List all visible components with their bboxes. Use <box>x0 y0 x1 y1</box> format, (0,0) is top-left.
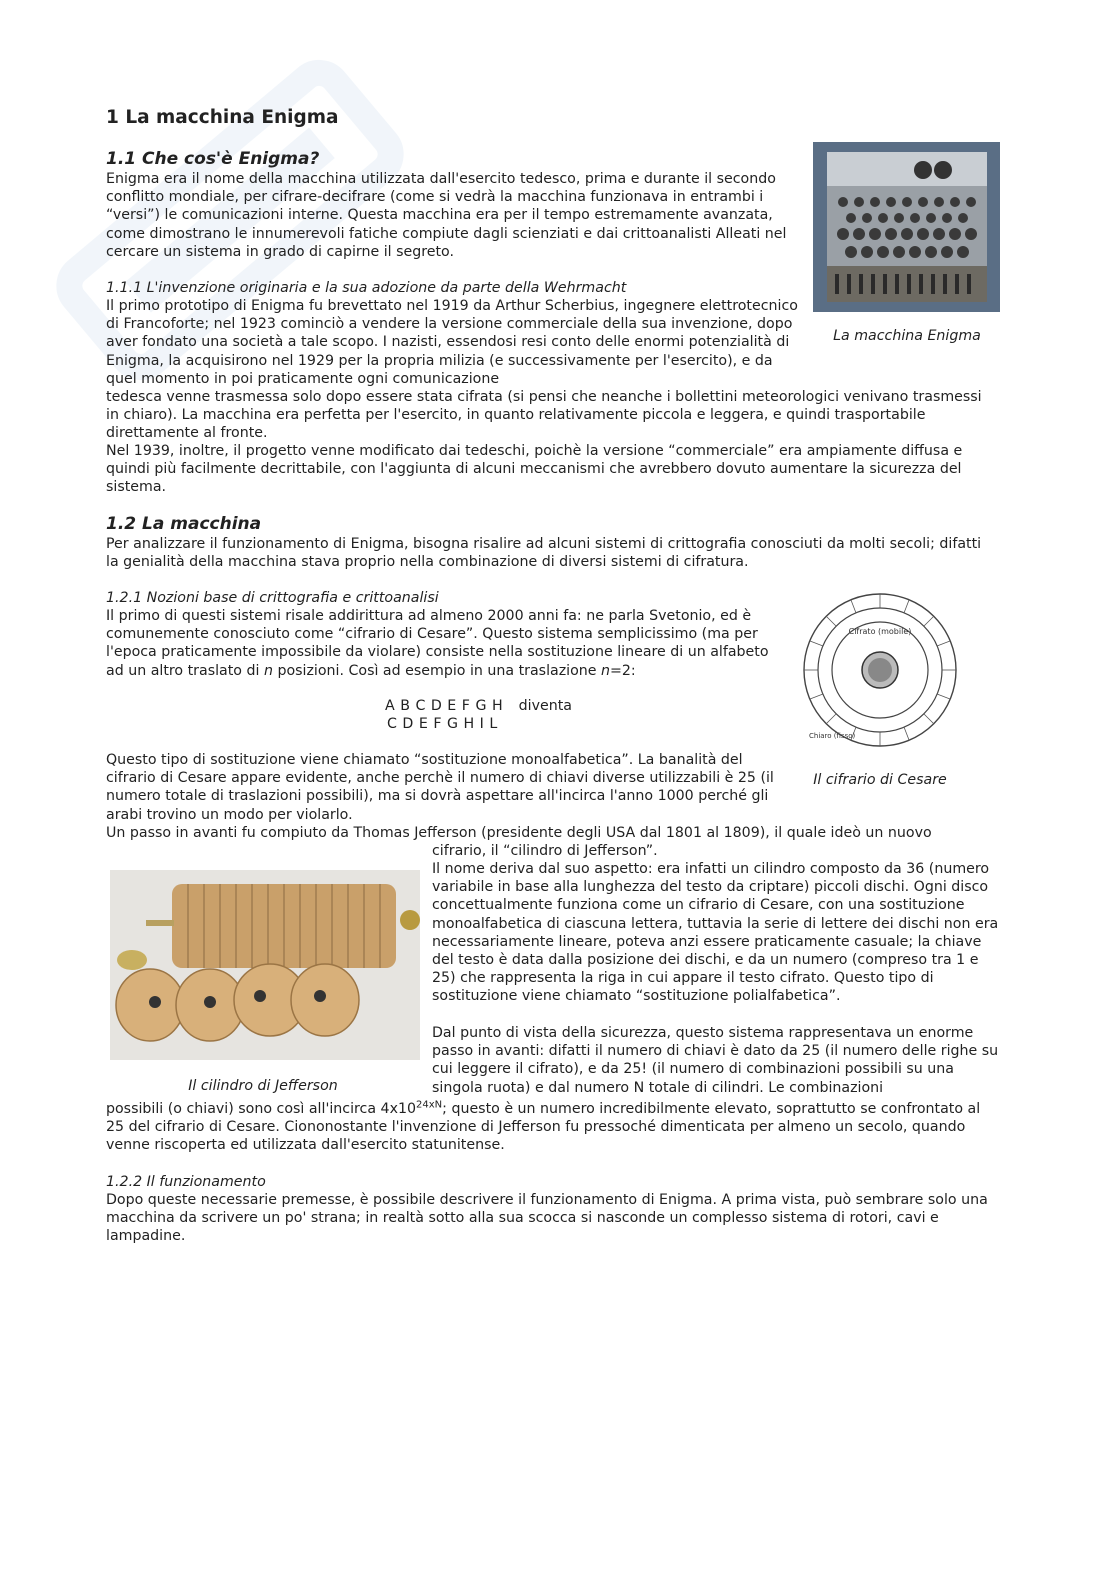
example-line-1: A B C D E F G H diventa <box>385 698 572 714</box>
page-title: 1 La macchina Enigma <box>106 107 339 128</box>
caesar-figure <box>790 590 970 789</box>
section-1-1-title: 1.1 Che cos'è Enigma? <box>106 149 320 169</box>
subsection-1-2-2-title: 1.2.2 Il funzionamento <box>106 1174 266 1190</box>
example-line-2: C D E F G H I L <box>387 716 498 732</box>
functioning-paragraph: Dopo queste necessarie premesse, è possibile descrivere il funzionamento di Enigma. A prima vista, può sembrare solo una macchina da scrivere un po' strana; in realtà sotto alla sua scocca si nasconde un complesso sistema di rotori, cavi e lampadine. <box>106 1192 988 1245</box>
wheel-inner-label: Chiaro (fisso) <box>809 732 856 740</box>
subsection-1-1-1-paragraph-c: Nel 1939, inoltre, il progetto venne modificato dai tedeschi, poichè la versione “commerciale” era ampiamente diffusa e quindi più facilmente decrittabile, con l'aggiunta di alcuni meccanismi che avrebbero dovuto aumentare la sicurezza del sistema. <box>106 443 963 496</box>
section-1-1-paragraph: Enigma era il nome della macchina utilizzata dall'esercito tedesco, prima e durante il secondo conflitto mondiale, per cifrare-decifrare (come si vedrà la macchina funzionava in entrambi i “versi”) le comunicazioni interne. Questa macchina era per il tempo estremamente avanzata, come dimostrano le innumerevoli fatiche compiute dagli scienziati e dai crittoanalisti Alleati nel cercare un sistema in grado di capirne il segreto. <box>106 171 787 260</box>
jefferson-security-paragraph: Dal punto di vista della sicurezza, questo sistema rappresentava un enorme passo in avanti: difatti il numero di chiavi è dato da 25 (il numero delle righe su cui leggere il cifrato), e da 25! (il numero di combinazioni possibili su una singola ruota) e dal numero N totale di cilindri. Le combinazioni <box>432 1025 999 1096</box>
caesar-wheel-image <box>795 590 965 750</box>
caesar-caption: Il cifrario di Cesare <box>813 772 947 789</box>
subsection-1-2-1-title: 1.2.1 Nozioni base di crittografia e crittoanalisi <box>106 590 439 606</box>
enigma-machine-image <box>813 142 1000 312</box>
subsection-1-1-1-title: 1.1.1 L'invenzione originaria e la sua adozione da parte della Wehrmacht <box>106 280 627 296</box>
jefferson-description-paragraph: Il nome deriva dal suo aspetto: era infatti un cilindro composto da 36 (numero variabile in base alla lunghezza del testo da criptare) piccoli dischi. Ogni disco concettualmente funziona come un cifrario di Cesare, con una sostituzione monoalfabetica di ciascuna lettera, tuttavia la serie di lettere dei dischi non era necessariamente lineare, poteva anzi essere praticamente casuale; la chiave del testo è data dalla posizione dei dischi, e da un numero (compreso tra 1 e 25) che rappresenta la riga in cui appare il testo cifrato. Questo tipo di sostituzione viene chiamato “sostituzione polialfabetica”. <box>432 861 999 1005</box>
enigma-figure <box>813 142 1001 345</box>
section-1-2-title: 1.2 La macchina <box>106 514 262 534</box>
caesar-paragraph: Il primo di questi sistemi risale addirittura ad almeno 2000 anni fa: ne parla Svetonio, ed è comunemente conosciuto come “cifrario di Cesare”. Questo sistema semplicissimo (ma per l'epoca praticamente impossibile da violare) consiste nella sostituzione lineare di un alfabeto ad un altro traslato di n posizioni. Così ad esempio in una traslazione n=2: <box>106 608 769 679</box>
jefferson-cylinder-image <box>110 870 420 1060</box>
monoalphabetic-paragraph: Questo tipo di sostituzione viene chiamato “sostituzione monoalfabetica”. La banalità del cifrario di Cesare appare evidente, anche perchè il numero di chiavi diverse utilizzabili è 25 (il numero totale di traslazioni possibili), ma si dovrà aspettare all'incirca l'anno 1000 perché gli arabi trovino un modo per violarlo. <box>106 752 774 823</box>
wheel-outer-label: Cifrato (mobile) <box>848 627 912 636</box>
subsection-1-1-1-paragraph-a: Il primo prototipo di Enigma fu brevettato nel 1919 da Arthur Scherbius, ingegnere elettrotecnico di Francoforte; nel 1923 cominciò a vendere la versione commerciale della sua invenzione, dopo aver fondato una società a tale scopo. I nazisti, essendosi resi conto delle enormi potenzialità di Enigma, la acquisirono nel 1929 per la propria milizia (e successivamente per l'esercito), e da quel momento in poi praticamente ogni comunicazione <box>106 298 798 387</box>
enigma-caption: La macchina Enigma <box>833 328 981 345</box>
jefferson-intro-line: Un passo in avanti fu compiuto da Thomas Jefferson (presidente degli USA dal 1801 al 1809), il quale ideò un nuovo <box>106 825 932 841</box>
subsection-1-1-1-paragraph-b: tedesca venne trasmessa solo dopo essere stata cifrata (si pensi che neanche i bollettini meteorologici venivano trasmessi in chiaro). La macchina era perfetta per l'esercito, in quanto relativamente piccola e leggera, e quindi trasportabile direttamente al fronte. <box>106 389 982 442</box>
jefferson-intro-line-2: cifrario, il “cilindro di Jefferson”. <box>432 843 658 859</box>
section-1-2-paragraph: Per analizzare il funzionamento di Enigma, bisogna risalire ad alcuni sistemi di crittografia conosciuti da molti secoli; difatti la genialità della macchina stava proprio nella combinazione di diversi sistemi di cifratura. <box>106 536 982 571</box>
jefferson-figure <box>110 870 420 1095</box>
jefferson-keys-paragraph: possibili (o chiavi) sono così all'incirca $4x10^{24xN}$; questo è un numero incredibilmente elevato, soprattutto se confrontato al 25 del cifrario di Cesare. Ciononostante l'invenzione di Jefferson fu pressoché dimenticata per almeno un secolo, quando venne riscoperta ed utilizzata dall'esercito statunitense. <box>106 1099 981 1154</box>
jefferson-caption: Il cilindro di Jefferson <box>188 1078 338 1095</box>
